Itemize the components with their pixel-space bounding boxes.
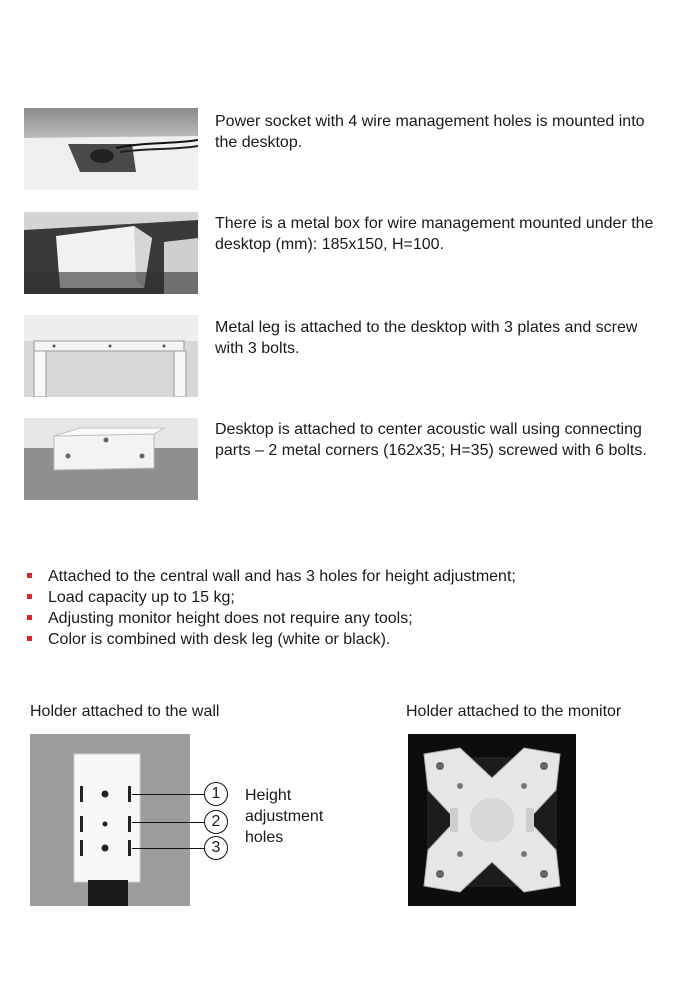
bullet-marker-icon [27, 594, 32, 599]
metal-leg-photo [24, 315, 198, 397]
monitor-holder-caption: Holder attached to the monitor [406, 703, 622, 720]
feature-text: Metal leg is attached to the desktop with 3 plates and screw with 3 bolts. [215, 319, 638, 357]
feature-text: Desktop is attached to center acoustic wall using connecting parts – 2 metal corners (162x35; H=35) screwed with 6 bolts. [215, 421, 647, 459]
bullet-marker-icon [27, 636, 32, 641]
callout-line-1 [132, 794, 206, 795]
list-item [26, 566, 516, 587]
metal-corner-photo [24, 418, 198, 500]
list-item-text: Load capacity up to 15 kg; [48, 589, 235, 606]
list-item-text: Color is combined with desk leg (white or black). [48, 631, 391, 648]
feature-text: There is a metal box for wire management mounted under the desktop (mm): 185x150, H=100. [215, 215, 654, 253]
callout-line-2 [132, 822, 206, 823]
callout-line-3 [132, 848, 206, 849]
bullet-marker-icon [27, 615, 32, 620]
list-item [26, 587, 516, 608]
list-item-text: Attached to the central wall and has 3 holes for height adjustment; [48, 568, 516, 585]
feature-text: Power socket with 4 wire management holes is mounted into the desktop. [215, 113, 645, 151]
list-item [26, 608, 516, 629]
list-item [26, 629, 516, 650]
callout-number-2: 2 [204, 810, 228, 834]
list-item-text: Adjusting monitor height does not require any tools; [48, 610, 413, 627]
callout-number-3: 3 [204, 836, 228, 860]
callout-number-1: 1 [204, 782, 228, 806]
monitor-holder-photo [408, 734, 576, 906]
metal-box-photo [24, 212, 198, 294]
wall-holder-caption: Holder attached to the wall [30, 703, 220, 720]
power-socket-photo [24, 108, 198, 190]
height-adjustment-label: Height adjustment holes [245, 787, 324, 846]
holder-features-list [26, 566, 516, 650]
bullet-marker-icon [27, 573, 32, 578]
wall-holder-photo [30, 734, 190, 906]
